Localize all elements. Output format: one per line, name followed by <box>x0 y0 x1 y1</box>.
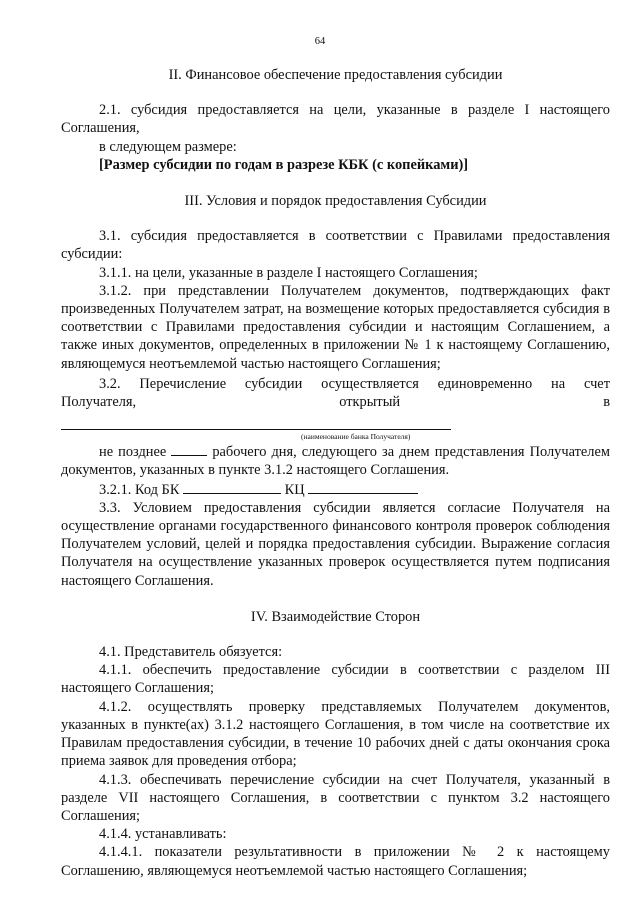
paragraph-4-1-4: 4.1.4. устанавливать: <box>99 826 227 843</box>
page-number: 64 <box>314 36 326 47</box>
document-body <box>61 60 610 880</box>
paragraph-4-1-1: 4.1.1. обеспечить предоставление субсидии в соответствии с разделом III настоящего Соглашения; <box>61 662 610 697</box>
paragraph-3-2-1 <box>61 480 610 499</box>
paragraph-3-2-in: в <box>603 394 610 411</box>
paragraph-3-2-line2 <box>61 393 610 411</box>
deadline-text: рабочего дня, следующего за днем представления Получателем документов, указанных в пункте 3.1.2 настоящего Соглашения. <box>61 444 610 479</box>
paragraph-4-1-4-1: 4.1.4.1. показатели результативности в приложении № 2 к настоящему Соглашению, являющемуся неотъемлемой частью настоящего Соглашения; <box>61 844 610 879</box>
paragraph-3-1-2: 3.1.2. при представлении Получателем документов, подтверждающих факт произведенных Получателем затрат, на возмещение которых предоставляется субсидия в соответствии с Правилами предоставления субсидии и настоящим Соглашением, а также иных документов, определенных в приложении № 1 к настоящему Соглашению, являющемуся неотъемлемой частью настоящего Соглашения; <box>61 282 610 372</box>
paragraph-3-1-1: 3.1.1. на цели, указанные в разделе I настоящего Соглашения; <box>99 264 478 281</box>
section-4-heading: IV. Взаимодействие Сторон <box>250 608 421 625</box>
paragraph-3-2-opened: открытый <box>339 394 401 411</box>
kc-blank[interactable] <box>308 480 418 494</box>
paragraph-3-1: 3.1. субсидия предоставляется в соответствии с Правилами предоставления субсидии: <box>61 228 610 263</box>
working-days-blank[interactable] <box>171 442 207 456</box>
section-3-heading: III. Условия и порядок предоставления Субсидии <box>184 193 487 210</box>
paragraph-2-1-subsidy-amount: [Размер субсидии по годам в разрезе КБК (с копейками)] <box>99 156 469 173</box>
paragraph-4-1-2: 4.1.2. осуществлять проверку представляемых Получателем документов, указанных в пункте(ах) 3.1.2 настоящего Соглашения, в том числе на соответствие их Правилам предоставления субсидии, в течение 10 рабочих дней с даты окончания срока приема заявок для проведения отбора; <box>61 698 610 770</box>
paragraph-3-2-deadline <box>61 442 610 479</box>
deadline-not-later-label: не позднее <box>99 444 167 461</box>
paragraph-4-1: 4.1. Представитель обязуется: <box>99 644 283 661</box>
paragraph-3-2-recipient: Получателя, <box>61 394 137 411</box>
paragraph-3-2-line1: 3.2. Перечисление субсидии осуществляется единовременно на счет <box>99 375 610 392</box>
kbk-label: 3.2.1. Код БК <box>99 481 180 498</box>
kbk-blank[interactable] <box>183 480 281 494</box>
bank-name-blank-line[interactable] <box>61 419 451 430</box>
bank-name-caption: (наименование банка Получателя) <box>301 432 411 442</box>
paragraph-3-3: 3.3. Условием предоставления субсидии является согласие Получателя на осуществление органами государственного финансового контроля проверок соблюдения Получателем условий, целей и порядка предоставления субсидии. Выражение согласия Получателя на осуществление указанных проверок осуществляется путем подписания настоящего Соглашения. <box>61 499 610 589</box>
paragraph-2-1: 2.1. субсидия предоставляется на цели, указанные в разделе I настоящего Соглашения, <box>61 102 610 137</box>
kc-label: КЦ <box>284 481 305 498</box>
section-2-heading: II. Финансовое обеспечение предоставления субсидии <box>168 67 503 83</box>
paragraph-4-1-3: 4.1.3. обеспечивать перечисление субсидии на счет Получателя, указанный в разделе VII настоящего Соглашения, в соответствии с пунктом 3.2 настоящего Соглашения; <box>61 771 610 824</box>
paragraph-2-1-continuation: в следующем размере: <box>99 138 237 155</box>
